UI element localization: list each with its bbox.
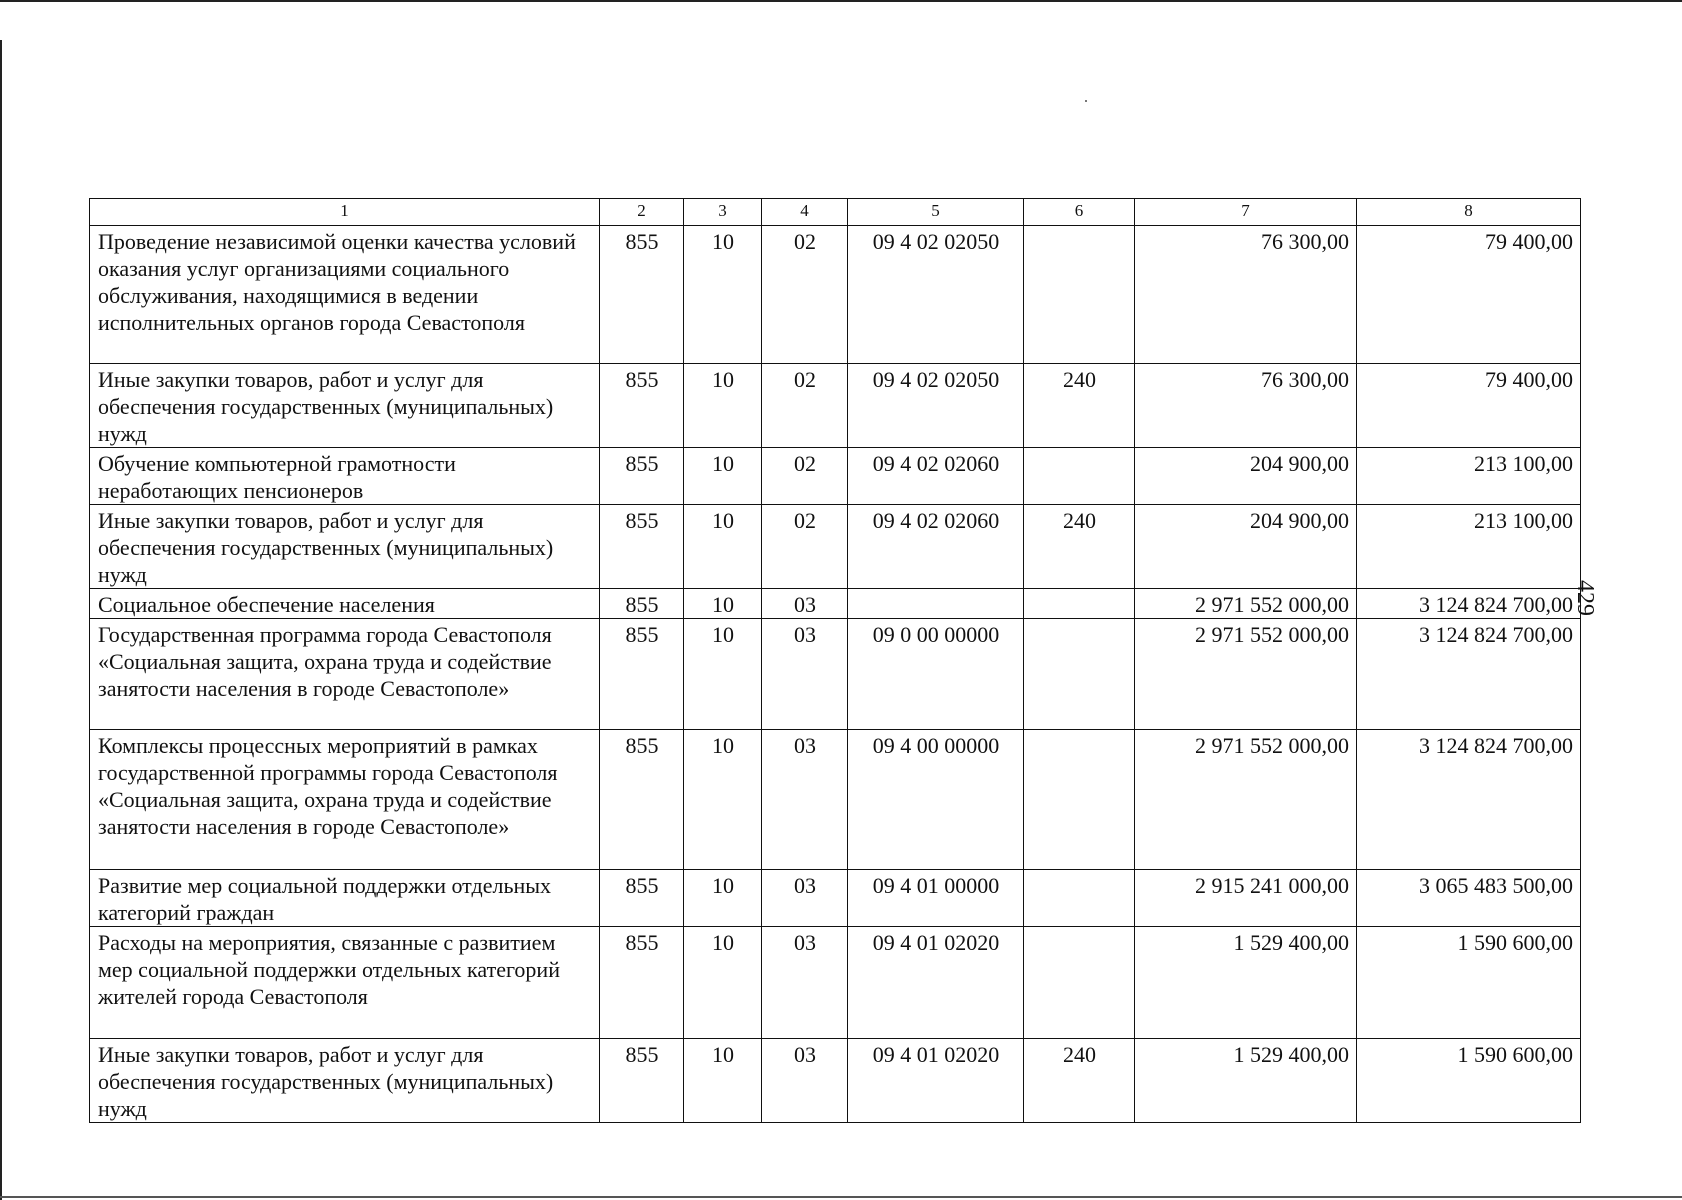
amount-year-2: 1 590 600,00 [1357, 927, 1581, 1039]
expense-type-code [1024, 927, 1135, 1039]
amount-year-1: 2 971 552 000,00 [1135, 730, 1357, 870]
target-article-code [848, 589, 1024, 619]
table-row [90, 226, 1581, 364]
table-row [90, 927, 1581, 1039]
subsection-code: 02 [762, 364, 848, 448]
table-row [90, 1039, 1581, 1123]
subsection-code: 02 [762, 505, 848, 589]
subsection-code: 03 [762, 927, 848, 1039]
target-article-code: 09 4 02 02060 [848, 505, 1024, 589]
section-code: 10 [684, 730, 762, 870]
section-code: 10 [684, 448, 762, 505]
target-article-code: 09 4 02 02050 [848, 226, 1024, 364]
ministry-code: 855 [600, 589, 684, 619]
column-number: 5 [848, 199, 1024, 226]
section-code: 10 [684, 619, 762, 730]
column-number: 6 [1024, 199, 1135, 226]
section-code: 10 [684, 364, 762, 448]
item-name: Развитие мер социальной поддержки отдельных категорий граждан [90, 870, 600, 927]
expense-type-code [1024, 448, 1135, 505]
target-article-code: 09 4 00 00000 [848, 730, 1024, 870]
budget-table [89, 198, 1581, 1123]
table-row [90, 619, 1581, 730]
amount-year-2: 213 100,00 [1357, 505, 1581, 589]
amount-year-1: 204 900,00 [1135, 448, 1357, 505]
section-code: 10 [684, 1039, 762, 1123]
expense-type-code [1024, 619, 1135, 730]
ministry-code: 855 [600, 1039, 684, 1123]
expense-type-code [1024, 589, 1135, 619]
item-name: Иные закупки товаров, работ и услуг для обеспечения государственных (муниципальных) нужд [90, 505, 600, 589]
table-row [90, 364, 1581, 448]
ministry-code: 855 [600, 364, 684, 448]
column-number: 7 [1135, 199, 1357, 226]
item-name: Комплексы процессных мероприятий в рамках государственной программы города Севастополя «Социальная защита, охрана труда и содействие занятости населения в городе Севастополе» [90, 730, 600, 870]
amount-year-1: 2 915 241 000,00 [1135, 870, 1357, 927]
target-article-code: 09 0 00 00000 [848, 619, 1024, 730]
scan-speck [1085, 100, 1087, 102]
column-number-row [90, 199, 1581, 226]
subsection-code: 03 [762, 730, 848, 870]
table-row [90, 730, 1581, 870]
section-code: 10 [684, 927, 762, 1039]
amount-year-1: 1 529 400,00 [1135, 927, 1357, 1039]
amount-year-1: 2 971 552 000,00 [1135, 619, 1357, 730]
amount-year-2: 79 400,00 [1357, 364, 1581, 448]
amount-year-1: 2 971 552 000,00 [1135, 589, 1357, 619]
subsection-code: 03 [762, 1039, 848, 1123]
amount-year-2: 3 124 824 700,00 [1357, 619, 1581, 730]
amount-year-2: 213 100,00 [1357, 448, 1581, 505]
item-name: Иные закупки товаров, работ и услуг для обеспечения государственных (муниципальных) нужд [90, 1039, 600, 1123]
amount-year-1: 76 300,00 [1135, 226, 1357, 364]
ministry-code: 855 [600, 619, 684, 730]
expense-type-code: 240 [1024, 1039, 1135, 1123]
expense-type-code: 240 [1024, 364, 1135, 448]
ministry-code: 855 [600, 448, 684, 505]
subsection-code: 02 [762, 226, 848, 364]
amount-year-1: 204 900,00 [1135, 505, 1357, 589]
ministry-code: 855 [600, 927, 684, 1039]
amount-year-2: 3 124 824 700,00 [1357, 730, 1581, 870]
item-name: Обучение компьютерной грамотности неработающих пенсионеров [90, 448, 600, 505]
scan-border-left [0, 40, 2, 1200]
section-code: 10 [684, 870, 762, 927]
column-number: 1 [90, 199, 600, 226]
section-code: 10 [684, 226, 762, 364]
expense-type-code [1024, 730, 1135, 870]
subsection-code: 03 [762, 619, 848, 730]
target-article-code: 09 4 02 02050 [848, 364, 1024, 448]
target-article-code: 09 4 01 00000 [848, 870, 1024, 927]
amount-year-1: 1 529 400,00 [1135, 1039, 1357, 1123]
scan-border-top [0, 0, 1682, 2]
amount-year-2: 1 590 600,00 [1357, 1039, 1581, 1123]
ministry-code: 855 [600, 870, 684, 927]
subsection-code: 02 [762, 448, 848, 505]
item-name: Иные закупки товаров, работ и услуг для обеспечения государственных (муниципальных) нужд [90, 364, 600, 448]
item-name: Государственная программа города Севастополя «Социальная защита, охрана труда и содействие занятости населения в городе Севастополе» [90, 619, 600, 730]
item-name: Социальное обеспечение населения [90, 589, 600, 619]
table-row [90, 870, 1581, 927]
scan-border-bottom [0, 1196, 1682, 1198]
subsection-code: 03 [762, 589, 848, 619]
column-number: 2 [600, 199, 684, 226]
section-code: 10 [684, 589, 762, 619]
amount-year-2: 3 065 483 500,00 [1357, 870, 1581, 927]
amount-year-2: 79 400,00 [1357, 226, 1581, 364]
item-name: Расходы на мероприятия, связанные с развитием мер социальной поддержки отдельных категорий жителей города Севастополя [90, 927, 600, 1039]
table-row [90, 505, 1581, 589]
column-number: 8 [1357, 199, 1581, 226]
item-name: Проведение независимой оценки качества условий оказания услуг организациями социального обслуживания, находящимися в ведении исполнительных органов города Севастополя [90, 226, 600, 364]
ministry-code: 855 [600, 226, 684, 364]
expense-type-code [1024, 870, 1135, 927]
column-number: 4 [762, 199, 848, 226]
target-article-code: 09 4 01 02020 [848, 1039, 1024, 1123]
subsection-code: 03 [762, 870, 848, 927]
amount-year-1: 76 300,00 [1135, 364, 1357, 448]
page-number: 429 [1572, 580, 1598, 616]
section-code: 10 [684, 505, 762, 589]
table-row [90, 589, 1581, 619]
ministry-code: 855 [600, 730, 684, 870]
column-number: 3 [684, 199, 762, 226]
target-article-code: 09 4 01 02020 [848, 927, 1024, 1039]
table-row [90, 448, 1581, 505]
expense-type-code [1024, 226, 1135, 364]
expense-type-code: 240 [1024, 505, 1135, 589]
ministry-code: 855 [600, 505, 684, 589]
amount-year-2: 3 124 824 700,00 [1357, 589, 1581, 619]
target-article-code: 09 4 02 02060 [848, 448, 1024, 505]
